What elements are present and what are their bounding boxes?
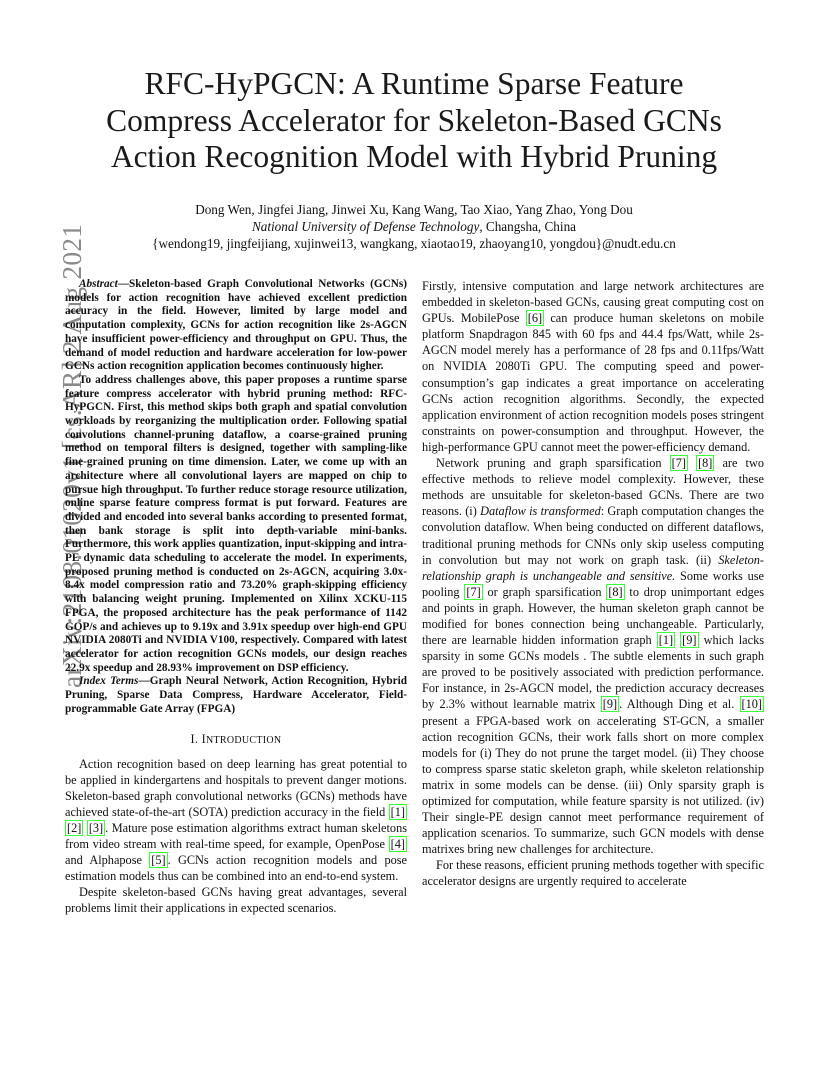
text-run: which lacks sparsity in some GCNs models . The subtle elements in such graph are proved to be positively associated with prediction performance. For instance, in 2s-AGCN model, the prediction accuracy decreases by 2.3% without learnable matrix: [422, 633, 764, 712]
citation-link[interactable]: [7]: [466, 584, 481, 599]
text-run: Some works use pooling: [422, 568, 764, 599]
text-run: present a FPGA-based work on accelerating ST-GCN, a smaller action recognition GCNs, their work falls short on more complex models for (i) They do not prune the target model. (ii) They choose to compress sparse static skeleton graph, while skeleton relationship matrix in some models can be dense. (iii) Only sparsity graph is optimized for computation, while feature sparsity is not utilized. (iv) Their single-PE design cannot meet performance requirement of application scenarios. To summarize, such GCN models with dense matrixes bring new challenges for architecture.: [422, 713, 764, 857]
author-emails: {wendong19, jingfeijiang, xujinwei13, wangkang, xiaotao19, zhaoyang10, yongdou}@nudt.edu.cn: [152, 236, 676, 251]
text-run: . GCNs action recognition models and pose estimation models thus can be combined into an end-to-end system.: [65, 853, 407, 884]
arxiv-identifier-sidebar: [22, 223, 87, 690]
text-run: or graph sparsification: [482, 584, 607, 599]
text-run: Action recognition based on deep learning has great potential to be applied in kindergartens and hospitals to prevent danger motions. Skeleton-based graph convolutional networks (GCNs) methods have achieved state-of-the-art (SOTA) prediction accuracy in the field: [65, 756, 407, 819]
text-run: Firstly, intensive computation and large network architectures are embedded in skeleton-based GCNs, causing great computing cost on GPUs. MobilePose: [422, 279, 764, 326]
location: , Changsha, China: [479, 219, 577, 234]
intro-paragraph-1: [65, 756, 407, 885]
italic-run: Skeleton-relationship graph is unchangeable and sensitive.: [422, 552, 764, 583]
abstract-paragraph: To address challenges above, this paper proposes a runtime sparse feature compress accelerator with hybrid pruning method: RFC-HyPGCN. First, this method skips both graph and spatial convolution workloads by reorganizing the multiplication order. Following spatial convolutions channel-pruning dataflow, a coarse-grained pruning method on temporal filters is designed, together with sampling-like fine-grained pruning on time dimension. Later, we come up with an architecture where all convolutional layers are mapped on chip to pursue high throughput. To further reduce storage resource utilization, online sparse feature compress format is put forward. Features are divided and encoded into several banks according to presented format, then bank storage is split into depth-variable mini-banks. Furthermore, this work applies quantization, input-skipping and intra-PE dynamic data scheduling to accelerate the model. In experiments, proposed pruning method is conducted on 2s-AGCN, acquiring 3.0x-8.4x model compression ratio and 73.20% graph-skipping efficiency with balancing weight pruning. Implemented on Xilinx XCKU-115 FPGA, the proposed architecture has the peak performance of 1142 GOP/s and achieves up to 9.19x and 3.91x speedup over high-end GPU NVIDIA 2080Ti and NVIDIA V100, respectively. Compared with latest accelerator for action recognition GCNs models, our design reaches 22.9x speedup and 28.93% improvement on DSP efficiency.: [65, 373, 407, 674]
arxiv-identifier: arXiv:2108.01020v1 [cs.AR] 2 Aug 2021: [56, 223, 87, 688]
italic-run: Dataflow is transformed: [480, 504, 601, 519]
citation-link[interactable]: [8]: [608, 584, 623, 599]
text-run: . Mature pose estimation algorithms extract human skeletons from video stream with real-time speed, for example, OpenPose: [65, 820, 408, 852]
section-title: NTRODUCTION: [205, 734, 282, 746]
body-paragraph: [422, 278, 764, 455]
citation-link[interactable]: [8]: [698, 456, 713, 471]
abstract-paragraph: [65, 278, 407, 374]
citation-link[interactable]: [1]: [390, 804, 405, 819]
text-run: can produce human skeletons on mobile platform Snapdragon 845 with 60 fps and 44.4 fps/Watt, while 2s-AGCN model merely has a performance of 28 fps and 0.11fps/Watt on NVIDIA 2080Ti GPU. The computing speed and power-consumption’s gap indicates a great importance on accelerating GCNs action recognition algorithms. Secondly, the expected application environment of action recognition models poses stringent constraints on power-consumption and throughput. However, the high-performance GPU cannot meet the power-efficiency demand.: [422, 311, 764, 454]
citation-link[interactable]: [3]: [88, 820, 104, 835]
text-run: to drop unimportant edges and points in graph. However, the human skeleton graph cannot be modified for bones connection being unchangeable. Particularly, there are learnable hidden information graph: [422, 584, 764, 648]
left-column: [65, 278, 407, 917]
citation-link[interactable]: [9]: [602, 697, 618, 712]
section-numeral: I. I: [190, 731, 206, 746]
citation-link[interactable]: [10]: [741, 697, 762, 712]
right-column: [422, 278, 764, 890]
body-paragraph: [422, 455, 764, 857]
text-run: Network pruning and graph sparsification: [436, 456, 670, 471]
paper-title: [70, 66, 758, 176]
index-terms-text: —Graph Neural Network, Action Recognition, Hybrid Pruning, Sparse Data Compress, Hardware Accelerator, Field-programmable Gate Array (FPGA): [65, 675, 407, 715]
abstract-label: Abstract: [79, 278, 118, 290]
author-block: [70, 201, 758, 252]
citation-link[interactable]: [6]: [527, 311, 543, 326]
intro-paragraph-2: Despite skeleton-based GCNs having great advantages, several problems limit their applications in expected scenarios.: [65, 885, 407, 916]
title-line: RFC-HyPGCN: A Runtime Sparse Feature: [144, 66, 684, 101]
citation-link[interactable]: [2]: [67, 820, 82, 835]
title-line: Action Recognition Model with Hybrid Pruning: [110, 139, 718, 174]
citation-link[interactable]: [7]: [671, 456, 686, 471]
title-line: Compress Accelerator for Skeleton-Based GCNs: [106, 102, 722, 138]
abstract: [65, 278, 407, 717]
affiliation: National University of Defense Technology: [251, 219, 480, 234]
citation-link[interactable]: [9]: [682, 633, 697, 648]
text-run: are two effective methods to relieve model complexity. However, these methods are unsuitable for skeleton-based GCNs. There are two reasons. (i): [422, 456, 765, 519]
body-paragraph: For these reasons, efficient pruning methods together with specific accelerator designs are urgently required to accelerate: [422, 858, 764, 889]
author-names: Dong Wen, Jingfei Jiang, Jinwei Xu, Kang Wang, Tao Xiao, Yang Zhao, Yong Dou: [195, 202, 633, 217]
index-terms-label: Index Terms: [79, 675, 139, 688]
index-terms: [65, 675, 407, 716]
abstract-text: —Skeleton-based Graph Convolutional Networks (GCNs) models for action recognition have achieved excellent prediction accuracy in the field. However, limited by large model and computation complexity, GCNs for action recognition like 2s-AGCN have insufficient power-efficiency and throughput on GPU. Thus, the demand of model reduction and hardware acceleration for low-power GCNs action recognition application becomes continuously higher.: [65, 278, 407, 373]
text-run: . Although Ding et al.: [619, 697, 740, 712]
section-heading-introduction: [65, 731, 407, 749]
citation-link[interactable]: [5]: [151, 853, 166, 868]
citation-link[interactable]: [1]: [658, 633, 674, 648]
citation-link[interactable]: [4]: [390, 837, 405, 852]
text-run: : Graph computation changes the convolution dataflow. When being conducted on different dataflows, traditional pruning methods for CNNs only skip useless computing in convolution but may not work on graph task. (ii): [422, 504, 765, 567]
text-run: and Alphapose: [65, 853, 150, 868]
affiliation-line: [70, 218, 758, 235]
